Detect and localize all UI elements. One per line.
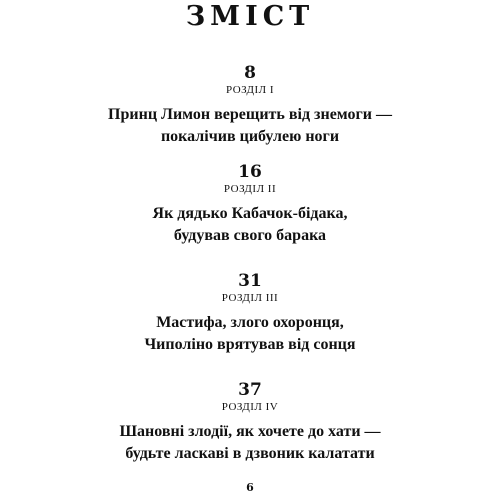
page-number: 6 [246, 481, 254, 494]
chapter-title-line-1: Шановні злодії, як хочете до хати — [119, 423, 381, 440]
toc-entry-chapter-1[interactable] [0, 63, 500, 148]
chapter-title-line-2: будьте ласкаві в дзвоник калатати [125, 445, 375, 462]
chapter-label: РОЗДІЛ I [225, 84, 275, 96]
chapter-label: РОЗДІЛ IV [221, 401, 279, 413]
chapter-label: РОЗДІЛ II [223, 183, 277, 195]
page-title: ЗМІСТ [185, 1, 315, 32]
chapter-title-line-2: Чиполіно врятував від сонця [144, 336, 356, 353]
chapter-page-number: 37 [238, 380, 262, 400]
chapter-title-line-1: Мастифа, злого охоронця, [156, 314, 344, 331]
toc-entry-chapter-2[interactable] [0, 162, 500, 247]
chapter-title-line-2: будував свого барака [173, 227, 327, 244]
chapter-title-line-1: Як дядько Кабачок-бідака, [152, 205, 348, 222]
toc-entry-chapter-4[interactable] [0, 380, 500, 465]
chapter-page-number: 16 [238, 162, 262, 182]
chapter-page-number: 8 [244, 63, 256, 83]
chapter-label: РОЗДІЛ III [221, 292, 279, 304]
toc-entry-chapter-3[interactable] [0, 271, 500, 356]
chapter-title-line-1: Принц Лимон верещить від знемоги — [108, 106, 392, 123]
chapter-title-line-2: покалічив цибулею ноги [160, 128, 340, 145]
chapter-page-number: 31 [238, 271, 262, 291]
